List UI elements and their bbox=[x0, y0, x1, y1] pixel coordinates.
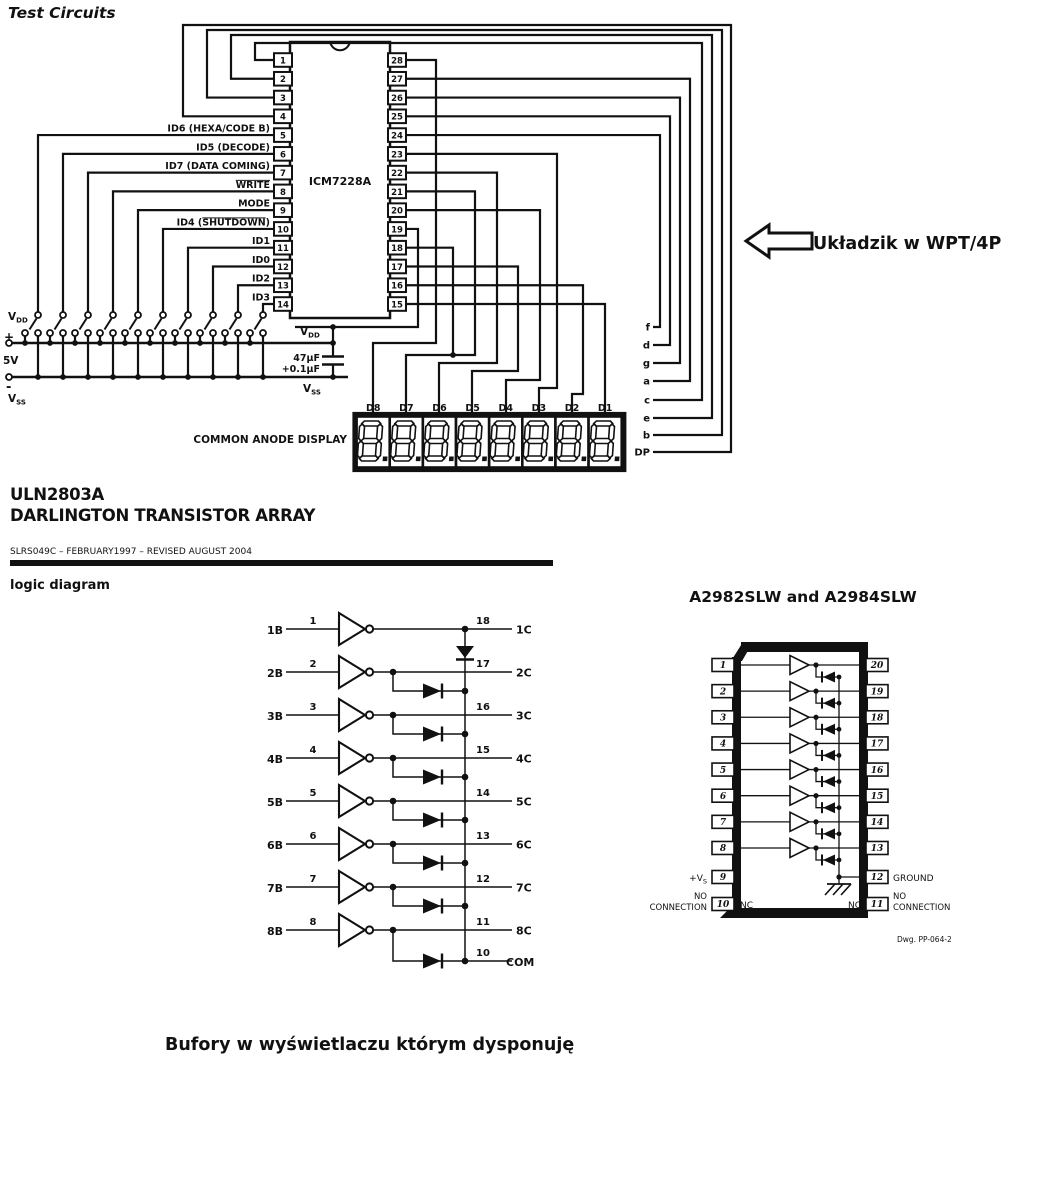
uln-part-number: ULN2803A bbox=[10, 485, 105, 504]
uln-output-pin: 11 bbox=[476, 917, 490, 928]
segment-label: b bbox=[642, 430, 650, 442]
allegro-noconn-left-1: NO bbox=[693, 892, 707, 902]
icm-pin-label-part: ID0 bbox=[251, 254, 270, 266]
icm-left-pin-number: 10 bbox=[277, 225, 289, 236]
clamp-diode-icon bbox=[456, 646, 474, 658]
inverter-bubble-icon bbox=[366, 926, 373, 933]
icm-pin-label-part: ID4 ( bbox=[176, 217, 203, 229]
allegro-left-pin-number: 10 bbox=[716, 900, 730, 911]
terminal-circle bbox=[110, 312, 116, 318]
junction-dot bbox=[330, 324, 336, 330]
left-arrow-icon bbox=[746, 225, 812, 257]
terminal-circle bbox=[172, 330, 178, 336]
buffer-icon bbox=[790, 838, 809, 857]
icm-pin-label bbox=[165, 161, 270, 172]
uln-input-pin: 7 bbox=[309, 874, 317, 885]
vss-main: V bbox=[303, 383, 312, 395]
vs-sub: S bbox=[702, 877, 707, 886]
junction-dot bbox=[462, 817, 469, 824]
terminal-circle bbox=[260, 312, 266, 318]
terminal-circle bbox=[35, 330, 41, 336]
buffer-icon bbox=[790, 812, 809, 831]
allegro-left-pin-number: 3 bbox=[719, 713, 727, 724]
junction-dot bbox=[837, 727, 842, 732]
terminal-circle bbox=[160, 312, 166, 318]
digit-label: D7 bbox=[399, 403, 414, 414]
inverting-buffer-icon bbox=[339, 914, 365, 946]
terminal-circle bbox=[210, 330, 216, 336]
uln-input-pin: 4 bbox=[309, 745, 317, 756]
junction-dot bbox=[122, 340, 128, 346]
clamp-diode-icon bbox=[823, 724, 835, 735]
uln-diode-wire bbox=[393, 930, 512, 961]
terminal-circle bbox=[235, 312, 241, 318]
icm-pin-label bbox=[196, 142, 270, 153]
allegro-ground-label: GROUND bbox=[893, 874, 934, 884]
icm-right-pin-number: 19 bbox=[391, 225, 403, 236]
vss-sub: SS bbox=[311, 388, 321, 397]
digit-label: D2 bbox=[564, 403, 580, 414]
uln-input-label: 3B bbox=[266, 710, 283, 723]
uln-output-pin: 17 bbox=[476, 659, 490, 670]
icm-pin-label-part: ID7 (DATA COMING) bbox=[165, 161, 270, 173]
icm-left-pin-number: 13 bbox=[277, 281, 289, 292]
icm-right-pin-number: 27 bbox=[391, 75, 403, 86]
allegro-noconn-left-2: CONNECTION bbox=[649, 903, 707, 913]
clamp-diode-icon bbox=[423, 813, 441, 828]
clamp-diode-icon bbox=[823, 802, 835, 813]
terminal-circle bbox=[60, 330, 66, 336]
buffer-icon bbox=[790, 708, 809, 727]
allegro-right-pin-number: 19 bbox=[870, 687, 884, 698]
junction-dot bbox=[235, 374, 241, 380]
uln-input-pin: 8 bbox=[309, 917, 317, 928]
cap-value-1: 47µF bbox=[293, 353, 320, 364]
junction-dot bbox=[330, 374, 336, 380]
segment-label: e bbox=[643, 413, 650, 425]
icm-pin-label bbox=[252, 293, 270, 304]
allegro-right-pin-number: 15 bbox=[870, 791, 884, 802]
uln-input-pin: 1 bbox=[309, 616, 317, 627]
junction-dot bbox=[837, 753, 842, 758]
digit-label: D1 bbox=[597, 403, 613, 414]
allegro-right-pin-number: 11 bbox=[870, 900, 884, 911]
bottom-caption: Bufory w wyświetlaczu którym dysponuję bbox=[165, 1035, 575, 1055]
uln-input-pin: 2 bbox=[309, 659, 317, 670]
junction-dot bbox=[97, 340, 103, 346]
icm-pin-label bbox=[238, 199, 270, 210]
junction-dot bbox=[247, 340, 253, 346]
icm7228a-circuit bbox=[6, 25, 731, 459]
allegro-nc-right-chip: NC bbox=[847, 901, 861, 911]
uln2803a-logic-diagram bbox=[266, 613, 535, 969]
icm-left-pin-number: 8 bbox=[280, 187, 286, 198]
switch-lever bbox=[130, 319, 137, 330]
buffer-icon bbox=[790, 786, 809, 805]
clamp-diode-icon bbox=[823, 828, 835, 839]
segment-label: a bbox=[643, 376, 650, 388]
icm-right-pin-number: 20 bbox=[391, 206, 403, 217]
segment-label: c bbox=[644, 395, 650, 407]
uln-input-label: 4B bbox=[266, 753, 283, 766]
uln-output-label: 7C bbox=[516, 881, 532, 895]
terminal-circle bbox=[197, 330, 203, 336]
junction-dot bbox=[462, 626, 469, 633]
inverting-buffer-icon bbox=[339, 785, 365, 817]
icm-pin-label-part: ID2 bbox=[251, 273, 270, 285]
icm-left-pin-number: 12 bbox=[277, 262, 289, 273]
allegro-dwg-number: Dwg. PP-064-2 bbox=[897, 935, 952, 944]
icm-right-pin-number: 26 bbox=[391, 93, 403, 104]
vdd-main: V bbox=[8, 311, 17, 323]
allegro-vs-label bbox=[689, 874, 707, 886]
clamp-diode-icon bbox=[423, 684, 441, 699]
icm-left-pin-number: 3 bbox=[280, 93, 286, 104]
terminal-circle bbox=[72, 330, 78, 336]
inverter-bubble-icon bbox=[366, 883, 373, 890]
icm-left-pin-number: 4 bbox=[280, 112, 286, 123]
junction-dot bbox=[462, 958, 469, 965]
icm-chip-label: ICM7228A bbox=[308, 175, 372, 188]
battery-label: 5V bbox=[3, 355, 19, 367]
terminal-circle bbox=[35, 312, 41, 318]
icm-pin-label-part: ID6 (HEXA/CODE B) bbox=[167, 123, 270, 135]
allegro-left-pin-number: 5 bbox=[719, 765, 727, 776]
junction-dot bbox=[160, 374, 166, 380]
terminal-circle bbox=[60, 312, 66, 318]
digit-label: D5 bbox=[465, 403, 480, 414]
terminal-circle bbox=[247, 330, 253, 336]
icm-pin-label bbox=[236, 180, 270, 191]
inverter-bubble-icon bbox=[366, 754, 373, 761]
segment-stub-wire bbox=[406, 98, 680, 363]
clamp-diode-icon bbox=[423, 770, 441, 785]
switch-feed-wire bbox=[63, 154, 274, 312]
display-caption: COMMON ANODE DISPLAY bbox=[193, 434, 347, 446]
uln-output-label: 4C bbox=[516, 752, 532, 766]
uln-output-pin: 13 bbox=[476, 831, 490, 842]
inverter-bubble-icon bbox=[366, 840, 373, 847]
terminal-circle bbox=[260, 330, 266, 336]
junction-dot bbox=[110, 374, 116, 380]
buffer-icon bbox=[790, 656, 809, 675]
terminal-circle bbox=[222, 330, 228, 336]
junction-dot bbox=[147, 340, 153, 346]
terminal-circle bbox=[210, 312, 216, 318]
minus-label: - bbox=[6, 380, 12, 395]
terminal-circle bbox=[185, 312, 191, 318]
clamp-diode-icon bbox=[423, 727, 441, 742]
junction-dot bbox=[462, 860, 469, 867]
terminal-circle bbox=[185, 330, 191, 336]
inverting-buffer-icon bbox=[339, 828, 365, 860]
allegro-noconn-right-1: NO bbox=[893, 892, 907, 902]
junction-dot bbox=[60, 374, 66, 380]
allegro-right-pin-number: 20 bbox=[870, 661, 884, 672]
icm-pin-label bbox=[252, 274, 270, 285]
uln-output-pin: 16 bbox=[476, 702, 490, 713]
icm-right-pin-number: 25 bbox=[391, 112, 403, 123]
junction-dot bbox=[462, 731, 469, 738]
digit-label: D3 bbox=[531, 403, 547, 414]
junction-dot bbox=[462, 903, 469, 910]
icm-pin-label bbox=[167, 124, 270, 135]
icm-right-pin-number: 21 bbox=[391, 187, 403, 198]
vdd-main: V bbox=[300, 326, 309, 338]
inverting-buffer-icon bbox=[339, 699, 365, 731]
uln-output-label: 1C bbox=[516, 623, 532, 637]
buffer-icon bbox=[790, 682, 809, 701]
digit-wire bbox=[406, 191, 475, 414]
segment-label: g bbox=[642, 358, 650, 370]
test-circuits-title: Test Circuits bbox=[8, 4, 116, 22]
icm-right-pin-number: 15 bbox=[391, 300, 403, 311]
icm-right-pin-number: 28 bbox=[391, 56, 403, 67]
inverting-buffer-icon bbox=[339, 742, 365, 774]
junction-dot bbox=[462, 774, 469, 781]
uln-input-pin: 6 bbox=[309, 831, 317, 842]
uln-input-pin: 5 bbox=[309, 788, 317, 799]
terminal-circle bbox=[110, 330, 116, 336]
junction-dot bbox=[197, 340, 203, 346]
inverter-bubble-icon bbox=[366, 625, 373, 632]
icm-pin-label-part: ) bbox=[265, 217, 270, 229]
allegro-left-pin-number: 2 bbox=[719, 687, 727, 698]
cap-value-2: +0.1µF bbox=[281, 364, 320, 375]
icm-pin-label-part: ID5 (DECODE) bbox=[196, 142, 270, 154]
allegro-left-pin-number: 8 bbox=[719, 844, 727, 855]
icm-right-pin-number: 24 bbox=[391, 131, 403, 142]
junction-dot bbox=[35, 374, 41, 380]
icm-left-pin-number: 2 bbox=[280, 75, 286, 86]
common-anode-display bbox=[355, 403, 625, 470]
uln-subtitle: DARLINGTON TRANSISTOR ARRAY bbox=[10, 506, 316, 525]
segment-stub-wire bbox=[406, 116, 670, 345]
allegro-left-pin-number: 1 bbox=[719, 661, 727, 672]
segment-stub-wire bbox=[406, 135, 660, 327]
junction-dot bbox=[837, 701, 842, 706]
plus-label: + bbox=[4, 330, 15, 344]
junction-dot bbox=[837, 805, 842, 810]
uln-output-label: 6C bbox=[516, 838, 532, 852]
uln-output-pin: 18 bbox=[476, 616, 490, 627]
icm-pin-label-part: WRITE bbox=[235, 179, 270, 191]
chip-top-band bbox=[741, 642, 868, 652]
vss-label-left bbox=[8, 393, 26, 407]
junction-dot bbox=[222, 340, 228, 346]
icm-left-pin-number: 5 bbox=[280, 131, 286, 142]
icm-pin-label bbox=[252, 255, 270, 266]
uln-output-pin: 12 bbox=[476, 874, 490, 885]
icm-pin-label-part: ID3 bbox=[251, 292, 270, 304]
icm-pin-label bbox=[252, 236, 270, 247]
icm-pin-label bbox=[177, 217, 270, 228]
clamp-diode-icon bbox=[823, 776, 835, 787]
uln-output-label: 5C bbox=[516, 795, 532, 809]
switch-lever bbox=[105, 319, 112, 330]
buffer-icon bbox=[790, 734, 809, 753]
terminal-circle bbox=[97, 330, 103, 336]
terminal-circle bbox=[85, 312, 91, 318]
icm-left-pin-number: 9 bbox=[280, 206, 286, 217]
junction-dot bbox=[837, 858, 842, 863]
icm-left-pin-number: 6 bbox=[280, 150, 286, 161]
junction-dot bbox=[837, 831, 842, 836]
junction-dot bbox=[85, 374, 91, 380]
icm-left-pin-number: 7 bbox=[280, 169, 286, 180]
switch-lever bbox=[255, 319, 262, 330]
uln-output-pin: 15 bbox=[476, 745, 490, 756]
inverting-buffer-icon bbox=[339, 871, 365, 903]
annotation-text: Układzik w WPT/4P bbox=[813, 234, 1002, 254]
icm-right-pin-number: 18 bbox=[391, 244, 403, 255]
clamp-diode-icon bbox=[423, 954, 441, 969]
switch-lever bbox=[80, 319, 87, 330]
uln-input-label: 2B bbox=[266, 667, 283, 680]
allegro-left-pin-number: 7 bbox=[719, 818, 727, 829]
icm-left-pin-number: 1 bbox=[280, 56, 286, 67]
allegro-right-pin-number: 13 bbox=[870, 844, 884, 855]
icm-right-pin-number: 16 bbox=[391, 281, 403, 292]
switch-lever bbox=[230, 319, 237, 330]
switch-feed-wire bbox=[263, 304, 274, 312]
buffer-icon bbox=[790, 760, 809, 779]
clamp-diode-icon bbox=[423, 856, 441, 871]
segment-label: DP bbox=[634, 447, 650, 459]
allegro-noconn-right-2: CONNECTION bbox=[893, 903, 951, 913]
inverter-bubble-icon bbox=[366, 668, 373, 675]
icm-pin-label-part: ID1 bbox=[251, 236, 270, 248]
icm-left-pin-number: 11 bbox=[277, 244, 289, 255]
switch-feed-wire bbox=[88, 173, 274, 312]
inverter-bubble-icon bbox=[366, 711, 373, 718]
uln-output-label: 8C bbox=[516, 924, 532, 938]
icm-right-pin-number: 22 bbox=[391, 169, 403, 180]
inverting-buffer-icon bbox=[339, 656, 365, 688]
switch-lever bbox=[155, 319, 162, 330]
junction-dot bbox=[837, 779, 842, 784]
junction-dot bbox=[22, 340, 28, 346]
uln-input-label: 6B bbox=[266, 839, 283, 852]
uln-input-label: 8B bbox=[266, 925, 283, 938]
allegro-left-pin-number: 6 bbox=[719, 791, 727, 802]
junction-dot bbox=[450, 352, 456, 358]
terminal-circle bbox=[147, 330, 153, 336]
allegro-right-pin-number: 17 bbox=[870, 739, 884, 750]
terminal-circle bbox=[47, 330, 53, 336]
vdd-label-left bbox=[8, 311, 28, 325]
junction-dot bbox=[135, 374, 141, 380]
header-rule bbox=[10, 560, 553, 566]
segment-stub-wire bbox=[406, 79, 690, 381]
terminal-circle bbox=[22, 330, 28, 336]
junction-dot bbox=[210, 374, 216, 380]
switch-lever bbox=[55, 319, 62, 330]
junction-dot bbox=[185, 374, 191, 380]
terminal-circle bbox=[85, 330, 91, 336]
vss-sub: SS bbox=[16, 398, 26, 407]
junction-dot bbox=[47, 340, 53, 346]
clamp-diode-icon bbox=[823, 672, 835, 683]
junction-dot bbox=[172, 340, 178, 346]
terminal-circle bbox=[135, 312, 141, 318]
junction-dot bbox=[72, 340, 78, 346]
icm-right-pin-number: 23 bbox=[391, 150, 403, 161]
vs-main: +V bbox=[689, 874, 703, 884]
uln-output-pin: 14 bbox=[476, 788, 490, 799]
vss-main: V bbox=[8, 393, 17, 405]
switch-lever bbox=[180, 319, 187, 330]
digit-label: D6 bbox=[432, 403, 447, 414]
icm-pin-label-part: MODE bbox=[238, 198, 270, 210]
clamp-diode-icon bbox=[823, 698, 835, 709]
uln-doc-line: SLRS049C – FEBRUARY1997 – REVISED AUGUST 2004 bbox=[10, 547, 252, 557]
uln-com-label: COM bbox=[506, 956, 535, 969]
allegro-right-pin-number: 18 bbox=[870, 713, 884, 724]
uln-com-pin: 10 bbox=[476, 948, 490, 959]
terminal-circle bbox=[135, 330, 141, 336]
terminal-circle bbox=[160, 330, 166, 336]
allegro-title: A2982SLW and A2984SLW bbox=[689, 588, 917, 606]
inverter-bubble-icon bbox=[366, 797, 373, 804]
terminal-circle bbox=[122, 330, 128, 336]
terminal-circle bbox=[235, 330, 241, 336]
clamp-diode-icon bbox=[823, 750, 835, 761]
uln-output-label: 2C bbox=[516, 666, 532, 680]
segment-label: d bbox=[642, 340, 650, 352]
allegro-left-pin-number: 9 bbox=[719, 873, 727, 884]
digit-wire bbox=[406, 173, 497, 414]
uln-input-label: 1B bbox=[266, 624, 283, 637]
clamp-diode-icon bbox=[823, 854, 835, 865]
uln-output-label: 3C bbox=[516, 709, 532, 723]
digit-wire bbox=[406, 266, 518, 414]
junction-dot bbox=[260, 374, 266, 380]
vss-label-chip bbox=[303, 383, 321, 397]
uln-input-label: 7B bbox=[266, 882, 283, 895]
switch-lever bbox=[30, 319, 37, 330]
icm-pin-label-part: SHUTDOWN bbox=[202, 217, 266, 229]
allegro-right-pin-number: 16 bbox=[870, 765, 884, 776]
icm-left-pin-number: 14 bbox=[277, 300, 289, 311]
allegro-nc-left-chip: NC bbox=[740, 901, 754, 911]
vdd-sub: DD bbox=[16, 316, 28, 325]
uln-input-label: 5B bbox=[266, 796, 283, 809]
uln-input-pin: 3 bbox=[309, 702, 317, 713]
vdd-sub: DD bbox=[308, 331, 320, 340]
junction-dot bbox=[837, 675, 842, 680]
allegro-right-pin-number: 12 bbox=[870, 873, 884, 884]
digit-wire bbox=[406, 154, 557, 414]
switch-lever bbox=[205, 319, 212, 330]
allegro-right-pin-number: 14 bbox=[870, 818, 884, 829]
allegro-left-pin-number: 4 bbox=[719, 739, 727, 750]
junction-dot bbox=[462, 688, 469, 695]
logic-diagram-label: logic diagram bbox=[10, 578, 110, 593]
a2982slw-diagram bbox=[712, 642, 888, 918]
digit-label: D4 bbox=[498, 403, 514, 414]
inverting-buffer-icon bbox=[339, 613, 365, 645]
clamp-diode-icon bbox=[423, 899, 441, 914]
digit-label: D8 bbox=[365, 403, 381, 414]
segment-label: f bbox=[645, 322, 650, 334]
digit-wire bbox=[406, 248, 453, 355]
icm-right-pin-number: 17 bbox=[391, 262, 403, 273]
